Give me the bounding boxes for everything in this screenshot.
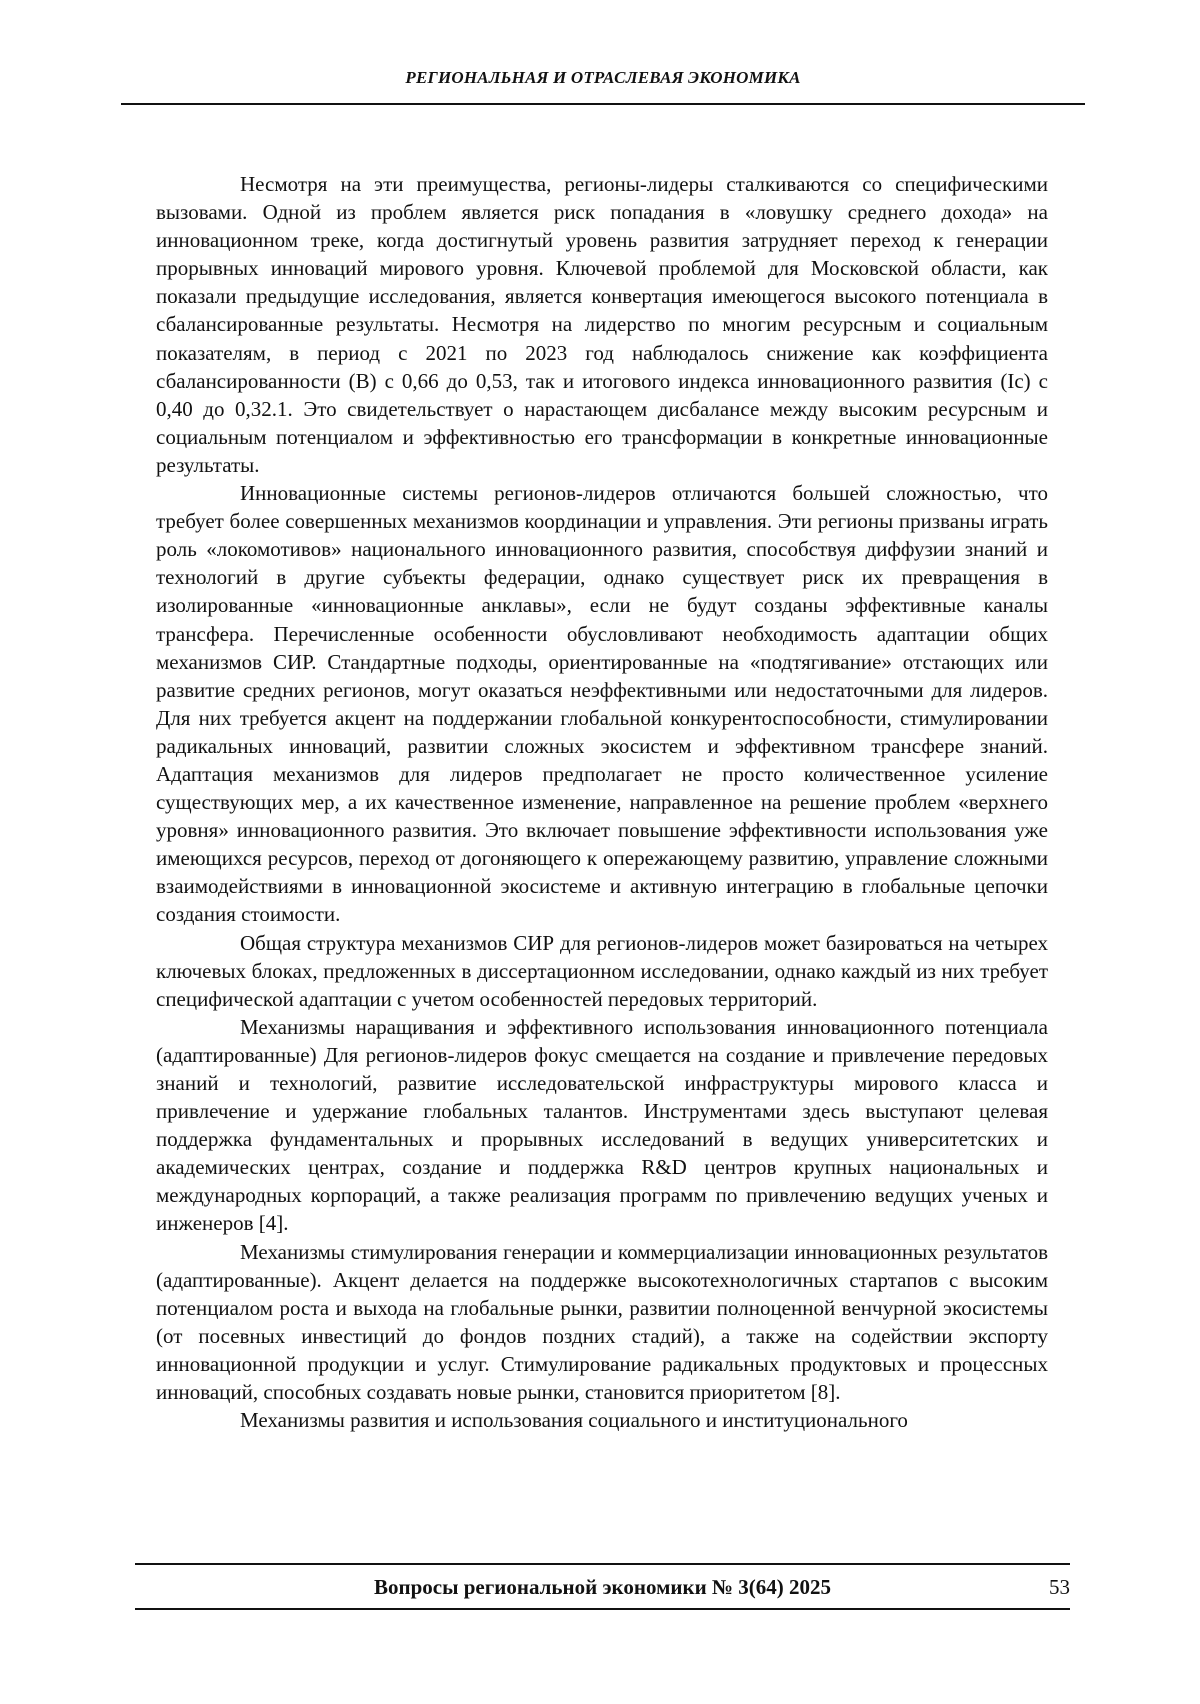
paragraph-2: Инновационные системы регионов-лидеров отличаются большей сложностью, что требует более совершенных механизмов координации и управления. Эти регионы призваны играть роль «локомотивов» национального инновационного развития, способствуя диффузии знаний и технологий в другие субъекты федерации, однако существует риск их превращения в изолированные «инновационные анклавы», если не будут созданы эффективные каналы трансфера. Перечисленные особенности обусловливают необходимость адаптации общих механизмов СИР. Стандартные подходы, ориентированные на «подтягивание» отстающих или развитие средних регионов, могут оказаться неэффективными или недостаточными для лидеров. Для них требуется акцент на поддержании глобальной конкурентоспособности, стимулировании радикальных инноваций, развитии сложных экосистем и эффективном трансфере знаний. Адаптация механизмов для лидеров предполагает не просто количественное усиление существующих мер, а их качественное изменение, направленное на решение проблем «верхнего уровня» инновационного развития. Это включает повышение эффективности использования уже имеющихся ресурсов, переход от догоняющего к опережающему развитию, управление сложными взаимодействиями в инновационной экосистеме и активную интеграцию в глобальные цепочки создания стоимости. [156,481,1048,927]
footer-rule-top [135,1563,1070,1565]
paragraph-4: Механизмы наращивания и эффективного использования инновационного потенциала (адаптированные) Для регионов-лидеров фокус смещается на создание и привлечение передовых знаний и технологий, развитие исследовательской инфраструктуры мирового класса и привлечение и удержание глобальных талантов. Инструментами здесь выступают целевая поддержка фундаментальных и прорывных исследований в ведущих университетских и академических центрах, создание и поддержка R&D центров крупных национальных и международных корпораций, а также реализация программ по привлечению ведущих ученых и инженеров [4]. [156,1014,1048,1236]
paragraph-1: Несмотря на эти преимущества, регионы-лидеры сталкиваются со специфическими вызовами. Одной из проблем является риск попадания в «ловушку среднего дохода» на инновационном треке, когда достигнутый уровень развития затрудняет переход к генерации прорывных инноваций мирового уровня. Ключевой проблемой для Московской области, как показали предыдущие исследования, является конвертация имеющегося высокого потенциала в сбалансированные результаты. Несмотря на лидерство по многим ресурсным и социальным показателям, в период с 2021 по 2023 год наблюдалось снижение как коэффициента сбалансированности (B) с 0,66 до 0,53, так и итогового индекса инновационного развития (Ic) с 0,40 до 0,32.1. Это свидетельствует о нарастающем дисбалансе между высоким ресурсным и социальным потенциалом и эффективностью его трансформации в конкретные инновационные результаты. [156,172,1048,477]
paragraph-3: Общая структура механизмов СИР для регионов-лидеров может базироваться на четырех ключевых блоках, предложенных в диссертационном исследовании, однако каждый из них требует специфической адаптации с учетом особенностей передовых территорий. [156,930,1048,1011]
page-number: 53 [1049,1575,1070,1599]
paragraph-6: Механизмы развития и использования социального и институционального [240,1408,908,1433]
footer-rule-bottom [135,1608,1070,1610]
paragraph-5: Механизмы стимулирования генерации и коммерциализации инновационных результатов (адаптированные). Акцент делается на поддержке высокотехнологичных стартапов с высоким потенциалом роста и выхода на глобальные рынки, развитии полноценной венчурной экосистемы (от посевных инвестиций до фондов поздних стадий), а также на содействии экспорту инновационной продукции и услуг. Стимулирование радикальных продуктовых и процессных инноваций, способных создавать новые рынки, становится приоритетом [8]. [156,1239,1048,1405]
header-rule [121,103,1085,105]
running-header: РЕГИОНАЛЬНАЯ И ОТРАСЛЕВАЯ ЭКОНОМИКА [405,68,801,87]
article-body [156,170,1048,1434]
footer-journal-title: Вопросы региональной экономики № 3(64) 2025 [373,1575,832,1599]
